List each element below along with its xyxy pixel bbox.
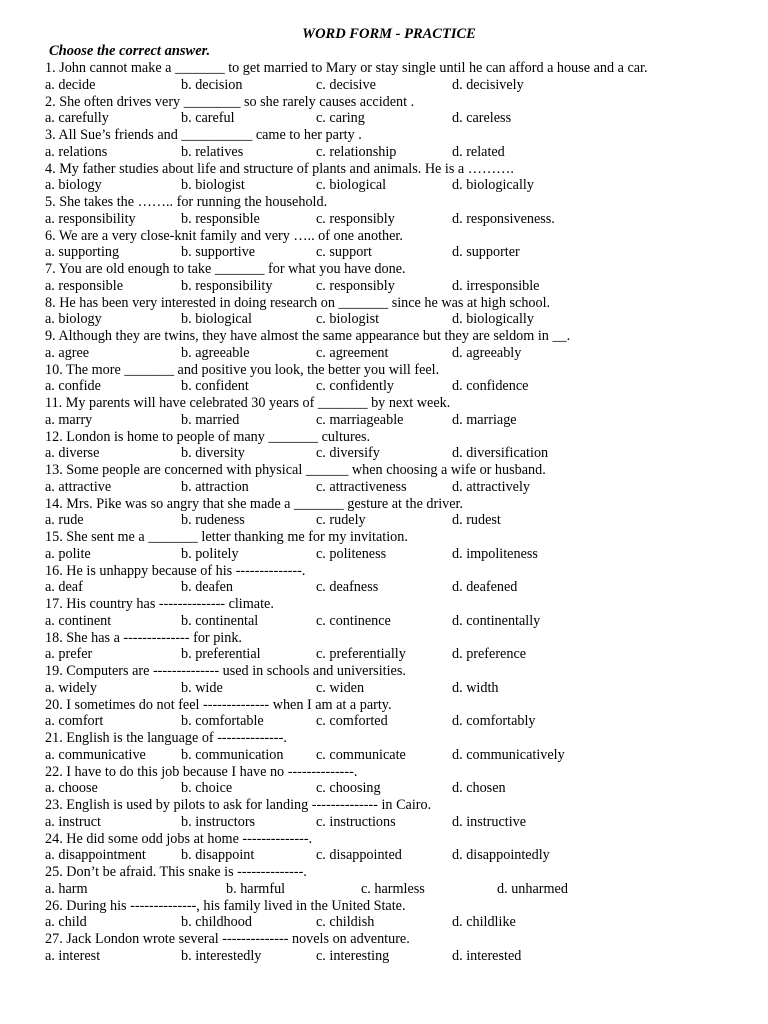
- option-a: a. widely: [45, 679, 98, 696]
- answer-options: [45, 747, 765, 764]
- question-item: [45, 194, 765, 228]
- question-item: [45, 864, 765, 898]
- question-item: [45, 630, 765, 664]
- question-text: 22. I have to do this job because I have no --------------.: [45, 763, 358, 780]
- question-item: [45, 462, 765, 496]
- answer-options: [45, 847, 765, 864]
- option-d: d. disappointedly: [452, 847, 550, 864]
- question-text: 8. He has been very interested in doing research on _______ since he was at high school.: [45, 294, 551, 311]
- option-a: a. relations: [45, 143, 108, 160]
- option-c: c. interesting: [316, 947, 390, 964]
- option-d: d. biologically: [452, 311, 534, 328]
- answer-options: [45, 613, 765, 630]
- option-b: b. disappoint: [181, 847, 255, 864]
- option-c: c. childish: [316, 914, 375, 931]
- question-item: [45, 663, 765, 697]
- option-c: c. diversify: [316, 445, 380, 462]
- question-item: [45, 295, 765, 329]
- option-c: c. biological: [316, 177, 387, 194]
- question-item: [45, 697, 765, 731]
- question-item: [45, 261, 765, 295]
- option-b: b. deafen: [181, 579, 233, 596]
- option-a: a. child: [45, 914, 87, 931]
- answer-options: [45, 144, 765, 161]
- question-text: 12. London is home to people of many _______ cultures.: [45, 428, 371, 445]
- option-d: d. irresponsible: [452, 277, 540, 294]
- option-d: d. related: [452, 143, 505, 160]
- option-c: c. continence: [316, 612, 391, 629]
- answer-options: [45, 512, 765, 529]
- question-text: 13. Some people are concerned with physical ______ when choosing a wife or husband.: [45, 462, 546, 478]
- question-text: 18. She has a -------------- for pink.: [45, 629, 242, 646]
- option-b: b. continental: [181, 612, 259, 629]
- question-text: 1. John cannot make a _______ to get married to Mary or stay single until he can afford a house and a car.: [45, 60, 648, 76]
- option-c: c. responsibly: [316, 210, 395, 227]
- question-item: [45, 127, 765, 161]
- option-a: a. disappointment: [45, 847, 146, 864]
- question-text: 4. My father studies about life and structure of plants and animals. He is a ……….: [45, 160, 514, 177]
- option-c: c. biologist: [316, 311, 380, 328]
- option-a: a. polite: [45, 545, 91, 562]
- option-c: c. communicate: [316, 746, 406, 763]
- option-b: b. relatives: [181, 143, 244, 160]
- option-a: a. prefer: [45, 646, 93, 663]
- question-text: 14. Mrs. Pike was so angry that she made a _______ gesture at the driver.: [45, 495, 464, 512]
- answer-options: [45, 881, 765, 898]
- question-item: [45, 764, 765, 798]
- question-item: [45, 529, 765, 563]
- option-a: a. interest: [45, 947, 101, 964]
- option-c: c. harmless: [361, 880, 425, 897]
- option-d: d. width: [452, 679, 499, 696]
- option-c: c. preferentially: [316, 646, 406, 663]
- answer-options: [45, 948, 765, 965]
- option-d: d. attractively: [452, 478, 530, 495]
- option-a: a. decide: [45, 76, 96, 93]
- question-text: 7. You are old enough to take _______ for what you have done.: [45, 261, 406, 277]
- option-b: b. married: [181, 411, 240, 428]
- question-text: 15. She sent me a _______ letter thanking me for my invitation.: [45, 529, 408, 545]
- option-b: b. agreeable: [181, 344, 250, 361]
- option-a: a. responsible: [45, 277, 124, 294]
- answer-options: [45, 445, 765, 462]
- option-a: a. carefully: [45, 110, 109, 127]
- question-item: [45, 730, 765, 764]
- option-b: b. careful: [181, 110, 235, 127]
- answer-options: [45, 814, 765, 831]
- question-list: [45, 60, 765, 965]
- question-text: 17. His country has -------------- climate.: [45, 596, 274, 612]
- answer-options: [45, 110, 765, 127]
- answer-options: [45, 479, 765, 496]
- option-b: b. diversity: [181, 445, 245, 462]
- option-d: d. continentally: [452, 612, 541, 629]
- question-text: 27. Jack London wrote several -------------- novels on adventure.: [45, 931, 410, 947]
- answer-options: [45, 914, 765, 931]
- option-b: b. rudeness: [181, 512, 245, 529]
- option-c: c. support: [316, 244, 372, 261]
- question-text: 6. We are a very close-knit family and very ….. of one another.: [45, 227, 403, 244]
- option-d: d. deafened: [452, 579, 518, 596]
- option-b: b. childhood: [181, 914, 252, 931]
- option-b: b. confident: [181, 378, 249, 395]
- option-a: a. continent: [45, 612, 112, 629]
- answer-options: [45, 680, 765, 697]
- answer-options: [45, 211, 765, 228]
- answer-options: [45, 579, 765, 596]
- option-a: a. attractive: [45, 478, 112, 495]
- option-d: d. confidence: [452, 378, 529, 395]
- answer-options: [45, 177, 765, 194]
- option-b: b. decision: [181, 76, 243, 93]
- question-item: [45, 596, 765, 630]
- option-d: d. supporter: [452, 244, 520, 261]
- option-a: a. harm: [45, 880, 88, 897]
- question-item: [45, 228, 765, 262]
- question-text: 2. She often drives very ________ so she rarely causes accident .: [45, 93, 415, 110]
- question-text: 11. My parents will have celebrated 30 years of _______ by next week.: [45, 395, 451, 411]
- question-item: [45, 328, 765, 362]
- option-c: c. disappointed: [316, 847, 402, 864]
- option-d: d. childlike: [452, 914, 516, 931]
- question-text: 9. Although they are twins, they have almost the same appearance but they are seldom in __.: [45, 328, 571, 344]
- option-c: c. instructions: [316, 813, 396, 830]
- option-b: b. comfortable: [181, 713, 264, 730]
- option-c: c. politeness: [316, 545, 387, 562]
- option-c: c. comforted: [316, 713, 388, 730]
- question-text: 24. He did some odd jobs at home --------------.: [45, 830, 313, 847]
- option-d: d. agreeably: [452, 344, 522, 361]
- question-text: 25. Don’t be afraid. This snake is --------------.: [45, 864, 307, 880]
- option-c: c. confidently: [316, 378, 395, 395]
- option-b: b. wide: [181, 679, 223, 696]
- option-d: d. rudest: [452, 512, 501, 529]
- question-item: [45, 161, 765, 195]
- option-b: b. supportive: [181, 244, 256, 261]
- option-b: b. harmful: [226, 880, 286, 897]
- option-d: d. instructive: [452, 813, 527, 830]
- option-b: b. interestedly: [181, 947, 262, 964]
- option-a: a. instruct: [45, 813, 101, 830]
- answer-options: [45, 244, 765, 261]
- answer-options: [45, 311, 765, 328]
- answer-options: [45, 77, 765, 94]
- option-d: d. marriage: [452, 411, 517, 428]
- option-c: c. agreement: [316, 344, 389, 361]
- option-c: c. decisive: [316, 76, 376, 93]
- question-text: 3. All Sue’s friends and __________ came to her party .: [45, 127, 362, 143]
- option-b: b. communication: [181, 746, 284, 763]
- option-b: b. attraction: [181, 478, 249, 495]
- answer-options: [45, 345, 765, 362]
- question-item: [45, 429, 765, 463]
- option-a: a. confide: [45, 378, 101, 395]
- option-d: d. chosen: [452, 780, 506, 797]
- option-a: a. rude: [45, 512, 84, 529]
- option-d: d. diversification: [452, 445, 549, 462]
- option-d: d. careless: [452, 110, 512, 127]
- question-item: [45, 395, 765, 429]
- option-d: d. responsiveness.: [452, 210, 555, 227]
- question-item: [45, 898, 765, 932]
- option-c: c. widen: [316, 679, 365, 696]
- option-d: d. interested: [452, 947, 522, 964]
- option-c: c. marriageable: [316, 411, 404, 428]
- option-c: c. rudely: [316, 512, 366, 529]
- question-text: 16. He is unhappy because of his --------------.: [45, 562, 306, 579]
- option-d: d. decisively: [452, 76, 524, 93]
- option-a: a. biology: [45, 311, 102, 328]
- option-d: d. comfortably: [452, 713, 536, 730]
- option-a: a. comfort: [45, 713, 104, 730]
- option-d: d. biologically: [452, 177, 534, 194]
- question-text: 19. Computers are -------------- used in schools and universities.: [45, 663, 406, 679]
- option-a: a. choose: [45, 780, 98, 797]
- option-d: d. preference: [452, 646, 527, 663]
- option-c: c. deafness: [316, 579, 379, 596]
- answer-options: [45, 713, 765, 730]
- option-b: b. preferential: [181, 646, 261, 663]
- option-d: d. communicatively: [452, 746, 565, 763]
- question-item: [45, 94, 765, 128]
- question-text: 10. The more _______ and positive you look, the better you will feel.: [45, 361, 440, 378]
- option-c: c. caring: [316, 110, 365, 127]
- option-a: a. diverse: [45, 445, 100, 462]
- instruction-text: Choose the correct answer.: [49, 43, 211, 59]
- question-text: 21. English is the language of --------------.: [45, 730, 287, 746]
- option-a: a. supporting: [45, 244, 120, 261]
- option-c: c. responsibly: [316, 277, 395, 294]
- question-item: [45, 831, 765, 865]
- option-c: c. relationship: [316, 143, 397, 160]
- question-text: 20. I sometimes do not feel -------------- when I am at a party.: [45, 696, 392, 713]
- answer-options: [45, 546, 765, 563]
- answer-options: [45, 378, 765, 395]
- option-b: b. responsibility: [181, 277, 273, 294]
- question-text: 26. During his --------------, his family lived in the United State.: [45, 897, 406, 914]
- question-item: [45, 797, 765, 831]
- option-b: b. politely: [181, 545, 239, 562]
- page-title: WORD FORM - PRACTICE: [302, 26, 476, 42]
- option-a: a. marry: [45, 411, 93, 428]
- option-b: b. choice: [181, 780, 233, 797]
- answer-options: [45, 278, 765, 295]
- option-d: d. unharmed: [497, 880, 568, 897]
- answer-options: [45, 646, 765, 663]
- option-d: d. impoliteness: [452, 545, 538, 562]
- option-b: b. biologist: [181, 177, 245, 194]
- answer-options: [45, 412, 765, 429]
- answer-options: [45, 780, 765, 797]
- option-a: a. biology: [45, 177, 102, 194]
- question-item: [45, 60, 765, 94]
- option-a: a. agree: [45, 344, 90, 361]
- question-item: [45, 496, 765, 530]
- question-text: 5. She takes the …….. for running the household.: [45, 194, 328, 210]
- question-item: [45, 563, 765, 597]
- option-b: b. instructors: [181, 813, 256, 830]
- option-b: b. biological: [181, 311, 252, 328]
- option-a: a. deaf: [45, 579, 83, 596]
- question-item: [45, 362, 765, 396]
- option-b: b. responsible: [181, 210, 260, 227]
- option-c: c. choosing: [316, 780, 381, 797]
- option-a: a. communicative: [45, 746, 146, 763]
- option-a: a. responsibility: [45, 210, 136, 227]
- question-item: [45, 931, 765, 965]
- option-c: c. attractiveness: [316, 478, 407, 495]
- question-text: 23. English is used by pilots to ask for landing -------------- in Cairo.: [45, 797, 432, 813]
